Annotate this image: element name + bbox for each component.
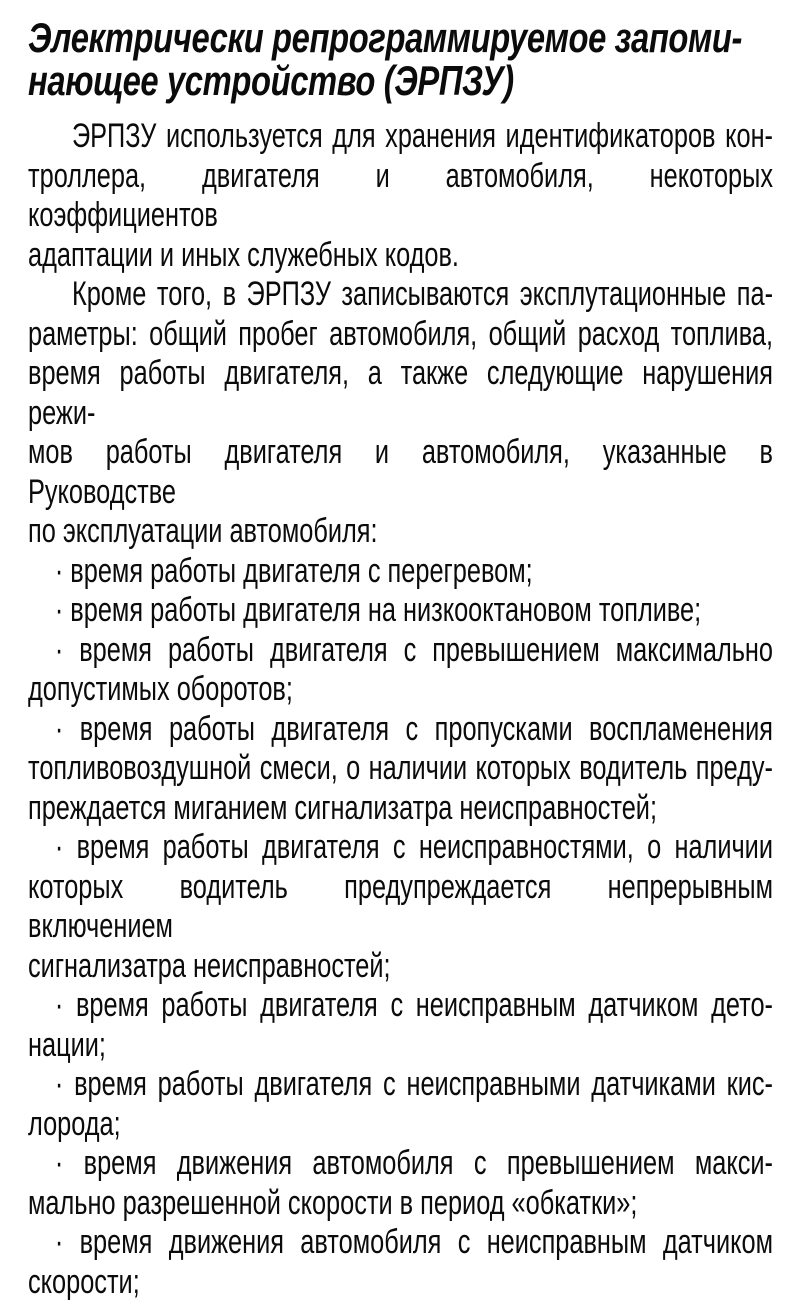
- list-item-line: [28, 631, 773, 671]
- list-item-line: топливовоздушной смеси, о наличии которых водитель преду-: [28, 749, 773, 789]
- bullet-icon: ·: [55, 828, 63, 866]
- bullet-icon: ·: [55, 631, 63, 669]
- list-item-line: преждается миганием сигнализатра неисправностей;: [28, 789, 773, 829]
- paragraph-line: раметры: общий пробег автомобиля, общий расход топлива,: [28, 315, 773, 355]
- bullet-list-item: [28, 1223, 773, 1302]
- bullet-icon: ·: [55, 1223, 63, 1261]
- paragraph: [28, 117, 773, 275]
- heading-line: нающее устройство (ЭРПЗУ): [28, 59, 773, 102]
- bullet-list-item: [28, 1065, 773, 1144]
- list-item-line: [28, 552, 773, 592]
- paragraph-line: ЭРПЗУ используется для хранения идентификаторов кон-: [28, 117, 773, 157]
- list-item-text: время работы двигателя с пропусками воспламенения: [80, 710, 773, 748]
- list-item-text: время работы двигателя с неисправностями, о наличии: [77, 828, 773, 866]
- paragraph: [28, 275, 773, 552]
- list-item-line: допустимых оборотов;: [28, 670, 773, 710]
- heading-line: Электрически репрограммируемое запоми-: [28, 16, 773, 59]
- bullet-list-item: [28, 1144, 773, 1223]
- list-item-line: лорода;: [28, 1105, 773, 1145]
- section-heading: [28, 16, 773, 102]
- list-item-line: скорости;: [28, 1263, 773, 1302]
- list-item-line: [28, 591, 773, 631]
- paragraph-line: по эксплуатации автомобиля:: [28, 512, 773, 552]
- bullet-icon: ·: [55, 1144, 63, 1182]
- list-item-text: время работы двигателя с неисправными датчиками кис-: [74, 1065, 773, 1103]
- bullet-list-item: [28, 631, 773, 710]
- bullet-list-item: [28, 828, 773, 986]
- list-item-text: время движения автомобиля с неисправным датчиком: [80, 1223, 773, 1261]
- bullet-icon: ·: [55, 1065, 63, 1103]
- bullet-icon: ·: [55, 552, 63, 590]
- bullet-list-item: [28, 552, 773, 592]
- list-item-line: [28, 1223, 773, 1263]
- list-item-text: время работы двигателя с перегревом;: [70, 552, 532, 590]
- paragraph-line: Кроме того, в ЭРПЗУ записываются эксплутационные па-: [28, 275, 773, 315]
- list-item-line: которых водитель предупреждается непрерывным включением: [28, 868, 773, 947]
- bullet-icon: ·: [55, 986, 63, 1024]
- list-item-line: [28, 1065, 773, 1105]
- bullet-icon: ·: [55, 591, 63, 629]
- list-item-line: [28, 710, 773, 750]
- bullet-list-item: [28, 591, 773, 631]
- list-item-text: время работы двигателя с превышением максимально: [79, 631, 773, 669]
- list-item-line: [28, 986, 773, 1026]
- bullet-list-item: [28, 710, 773, 829]
- list-item-line: сигнализатра неисправностей;: [28, 947, 773, 987]
- list-item-line: мально разрешенной скорости в период «обкатки»;: [28, 1184, 773, 1224]
- paragraph-line: мов работы двигателя и автомобиля, указанные в Руководстве: [28, 433, 773, 512]
- bullet-icon: ·: [55, 710, 63, 748]
- list-item-line: [28, 1144, 773, 1184]
- list-item-text: время работы двигателя на низкооктановом топливе;: [70, 591, 701, 629]
- bullet-list-item: [28, 986, 773, 1065]
- paragraph-line: троллера, двигателя и автомобиля, некоторых коэффициентов: [28, 157, 773, 236]
- list-item-text: время работы двигателя с неисправным датчиком дето-: [76, 986, 773, 1024]
- paragraph-line: время работы двигателя, а также следующие нарушения режи-: [28, 354, 773, 433]
- list-item-line: [28, 828, 773, 868]
- list-item-line: нации;: [28, 1026, 773, 1066]
- list-item-text: время движения автомобиля с превышением макси-: [84, 1144, 773, 1182]
- paragraph-line: адаптации и иных служебных кодов.: [28, 236, 773, 276]
